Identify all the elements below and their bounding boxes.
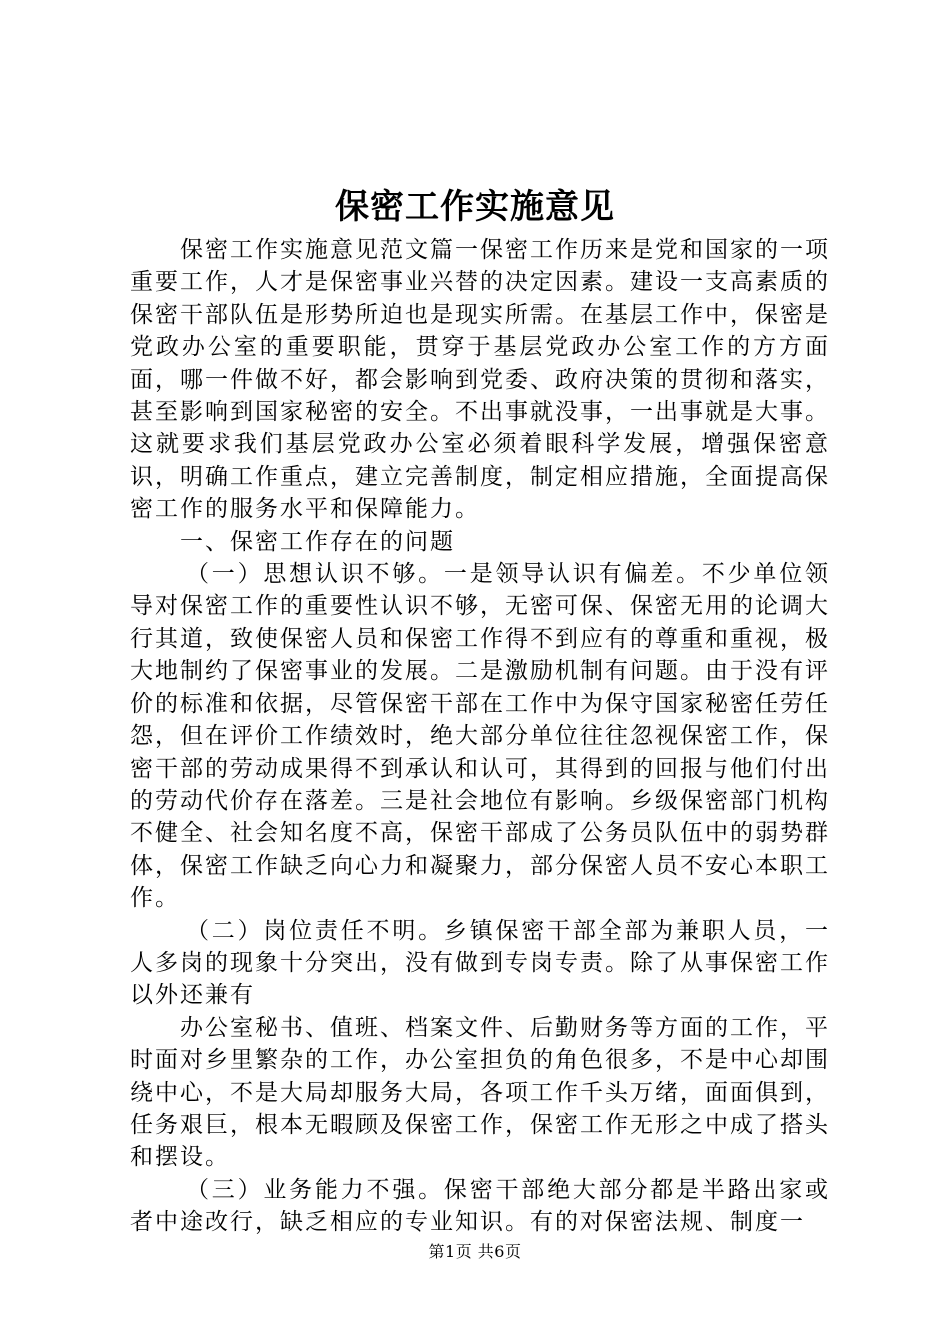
paragraph-item-1: （一）思想认识不够。一是领导认识有偏差。不少单位领导对保密工作的重要性认识不够，无密可保、保密无用的论调大行其道，致使保密人员和保密工作得不到应有的尊重和重视，极大地制约了保密事业的发展。二是激励机制有问题。由于没有评价的标准和依据，尽管保密干部在工作中为保守国家秘密任劳任怨，但在评价工作绩效时，绝大部分单位往往忽视保密工作，保密干部的劳动成果得不到承认和认可，其得到的回报与他们付出的劳动代价存在落差。三是社会地位有影响。乡级保密部门机构不健全、社会知名度不高，保密干部成了公务员队伍中的弱势群体，保密工作缺乏向心力和凝聚力，部分保密人员不安心本职工作。 bbox=[130, 561, 830, 912]
page-footer: 第1页 共6页 bbox=[428, 1242, 522, 1261]
section-heading: 一、保密工作存在的问题 bbox=[180, 528, 455, 555]
document-body bbox=[130, 234, 830, 1239]
paragraph-item-2-continued: 办公室秘书、值班、档案文件、后勤财务等方面的工作，平时面对乡里繁杂的工作，办公室担负的角色很多，不是中心却围绕中心，不是大局却服务大局，各项工作千头万绪，面面俱到，任务艰巨，根本无暇顾及保密工作，保密工作无形之中成了搭头和摆设。 bbox=[130, 1014, 830, 1171]
paragraph-intro: 保密工作实施意见范文篇一保密工作历来是党和国家的一项重要工作，人才是保密事业兴替的决定因素。建设一支高素质的保密干部队伍是形势所迫也是现实所需。在基层工作中，保密是党政办公室的重要职能，贯穿于基层党政办公室工作的方方面面，哪一件做不好，都会影响到党委、政府决策的贯彻和落实，甚至影响到国家秘密的安全。不出事就没事，一出事就是大事。这就要求我们基层党政办公室必须着眼科学发展，增强保密意识，明确工作重点，建立完善制度，制定相应措施，全面提高保密工作的服务水平和保障能力。 bbox=[130, 237, 830, 523]
page-title: 保密工作实施意见 bbox=[335, 187, 615, 227]
paragraph-item-2: （二）岗位责任不明。乡镇保密干部全部为兼职人员，一人多岗的现象十分突出，没有做到专岗专责。除了从事保密工作以外还兼有 bbox=[130, 917, 830, 1009]
paragraph-item-3: （三）业务能力不强。保密干部绝大部分都是半路出家或者中途改行，缺乏相应的专业知识。有的对保密法规、制度一 bbox=[130, 1176, 830, 1236]
